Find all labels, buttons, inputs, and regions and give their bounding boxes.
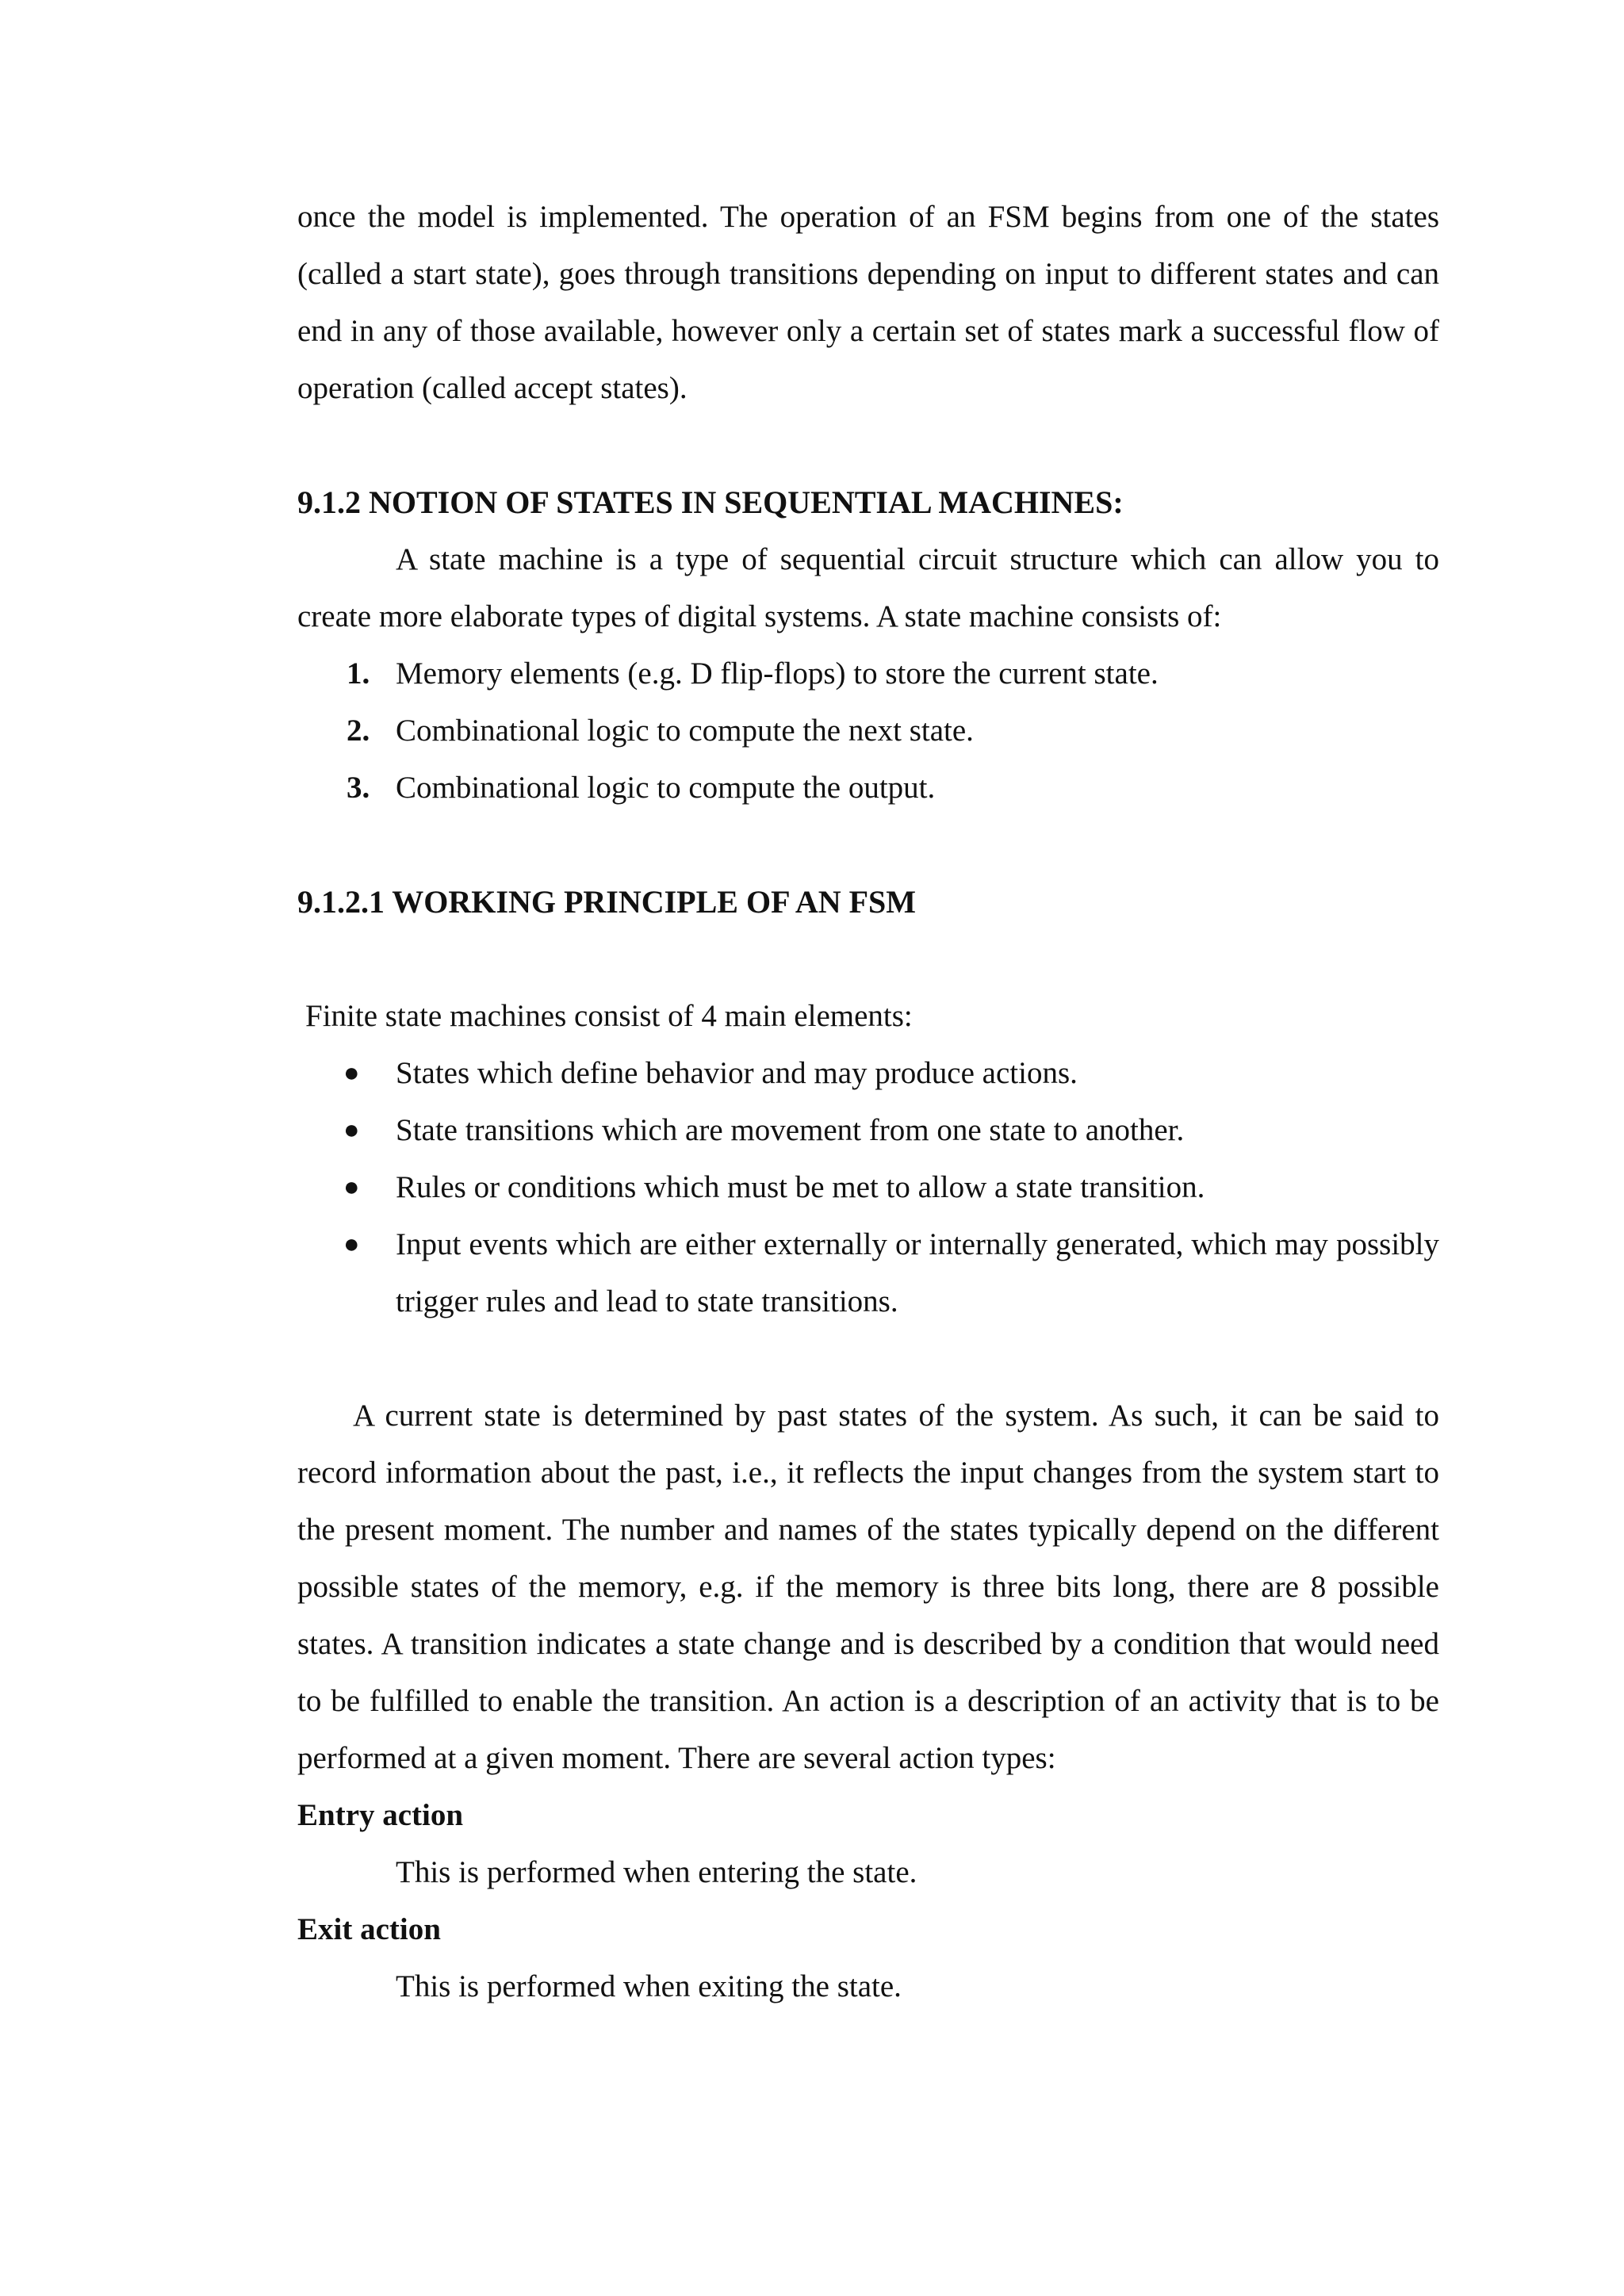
entry-action-description: This is performed when entering the state.: [396, 1855, 917, 1889]
list-item: [297, 1216, 1439, 1330]
current-state-paragraph: A current state is determined by past states of the system. As such, it can be said to record information about the past, i.e., it reflects the input changes from the system start to the present moment. The number and names of the states typically depend on the different possible states of the memory, e.g. if the memory is three bits long, there are 8 possible states. A transition indicates a state change and is described by a condition that would need to be fulfilled to enable the transition. An action is a description of an activity that is to be performed at a given moment. There are several action types:: [297, 1399, 1439, 1775]
section-heading-9-1-2: 9.1.2 NOTION OF STATES IN SEQUENTIAL MACHINES:: [297, 484, 1124, 520]
list-item-text: Combinational logic to compute the output.: [396, 771, 936, 805]
list-item-text: Memory elements (e.g. D flip-flops) to store the current state.: [396, 656, 1159, 691]
list-item: [297, 1045, 1439, 1102]
list-item: [297, 760, 1439, 817]
list-item-text: State transitions which are movement from one state to another.: [396, 1113, 1185, 1147]
entry-action-heading: Entry action: [297, 1798, 464, 1832]
list-number: 1.: [347, 656, 370, 691]
exit-action-description: This is performed when exiting the state.: [396, 1969, 902, 2003]
fsm-elements-list: [297, 1045, 1439, 1330]
elements-intro: Finite state machines consist of 4 main elements:: [305, 999, 913, 1033]
exit-action-heading: Exit action: [297, 1912, 441, 1946]
state-machine-paragraph: A state machine is a type of sequential circuit structure which can allow you to create more elaborate types of digital systems. A state machine consists of:: [297, 542, 1439, 633]
list-item-text: States which define behavior and may produce actions.: [396, 1056, 1078, 1090]
list-item-text: Rules or conditions which must be met to allow a state transition.: [396, 1170, 1205, 1204]
list-item-text: Combinational logic to compute the next state.: [396, 714, 974, 748]
bullet-icon: ●: [343, 1115, 360, 1145]
intro-paragraph: once the model is implemented. The operation of an FSM begins from one of the states (called a start state), goes through transitions depending on input to different states and can end in any of those available, however only a certain set of states mark a successful flow of operation (called accept states).: [297, 200, 1439, 405]
page-content: [297, 189, 1439, 2015]
list-number: 2.: [347, 714, 370, 748]
list-item: [297, 702, 1439, 760]
section-heading-9-1-2-1: 9.1.2.1 WORKING PRINCIPLE OF AN FSM: [297, 884, 917, 920]
bullet-icon: ●: [343, 1058, 360, 1088]
list-item: [297, 645, 1439, 702]
list-number: 3.: [347, 771, 370, 805]
list-item-text: Input events which are either externally or internally generated, which may possibly trigger rules and lead to state transitions.: [396, 1227, 1439, 1318]
bullet-icon: ●: [343, 1173, 360, 1202]
state-machine-components-list: [297, 645, 1439, 817]
list-item: [297, 1102, 1439, 1159]
list-item: [297, 1159, 1439, 1216]
bullet-icon: ●: [343, 1230, 360, 1259]
